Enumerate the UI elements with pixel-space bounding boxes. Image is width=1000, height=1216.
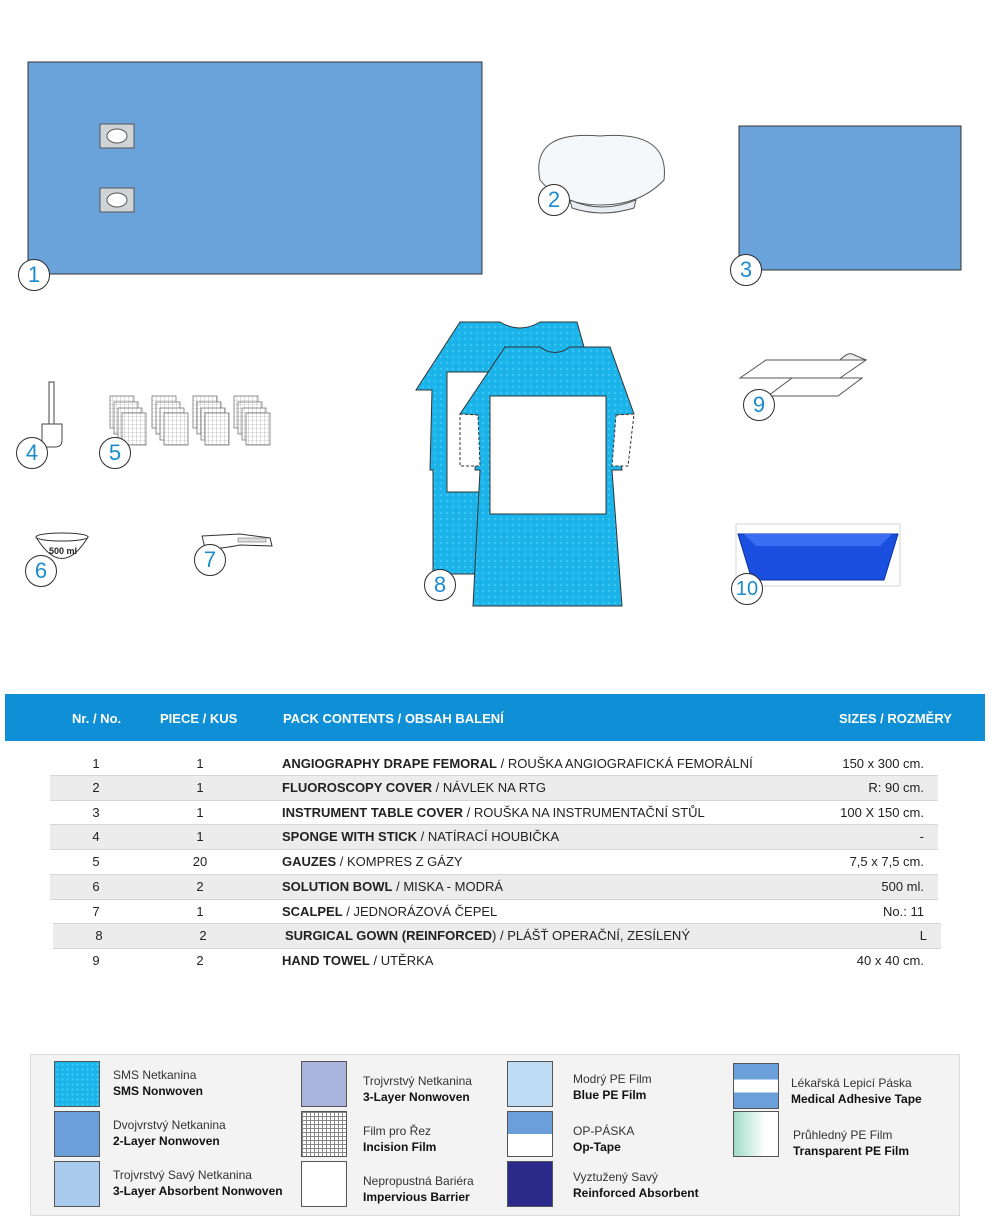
row-name: SPONGE WITH STICK	[282, 829, 418, 844]
header-nr: Nr. / No.	[72, 711, 122, 726]
row-size: 500 ml.	[881, 879, 924, 894]
row-name-cz: / ROUŠKA NA INSTRUMENTAČNÍ STŮL	[463, 805, 705, 820]
row-nr: 1	[92, 756, 100, 771]
row-piece: 1	[196, 904, 204, 919]
medical-adhesive-tape-swatch	[733, 1063, 779, 1109]
item-number-5: 5	[99, 437, 131, 469]
row-size: -	[919, 829, 924, 844]
table-row	[50, 824, 938, 850]
row-piece: 1	[196, 805, 204, 820]
row-size: 150 x 300 cm.	[842, 756, 924, 771]
table-row	[50, 850, 938, 874]
legend-cz: Lékařská Lepicí Páska	[791, 1076, 912, 1090]
two-layer-nonwoven-swatch	[54, 1111, 100, 1157]
row-piece: 1	[196, 756, 204, 771]
row-nr: 4	[92, 829, 100, 844]
sms-nonwoven-swatch	[54, 1061, 100, 1107]
item-number-8: 8	[424, 569, 456, 601]
impervious-barrier-swatch	[301, 1161, 347, 1207]
item-number-9: 9	[743, 389, 775, 421]
row-name-cz: / MISKA - MODRÁ	[392, 879, 504, 894]
item-number-3: 3	[730, 254, 762, 286]
legend-en: 3-Layer Nonwoven	[363, 1090, 470, 1104]
legend-en: Op-Tape	[573, 1140, 621, 1154]
gauzes-image	[110, 396, 270, 445]
table-row	[50, 752, 938, 776]
legend-cz: Dvojvrstvý Netkanina	[113, 1118, 226, 1132]
row-nr: 5	[92, 854, 100, 869]
row-name: GAUZES	[282, 854, 337, 869]
row-nr: 3	[92, 805, 100, 820]
contents-table-header	[5, 694, 985, 741]
row-name: HAND TOWEL	[282, 953, 370, 968]
blue-pe-film-swatch	[507, 1061, 553, 1107]
incision-film-swatch	[301, 1111, 347, 1157]
item-number-2: 2	[538, 184, 570, 216]
three-layer-absorbent-swatch	[54, 1161, 100, 1207]
row-name-cz: / NÁVLEK NA RTG	[432, 780, 546, 795]
table-row	[50, 775, 938, 801]
legend-en: SMS Nonwoven	[113, 1084, 204, 1098]
bowl-capacity-label: 500 ml	[48, 546, 78, 556]
op-tape-swatch	[507, 1111, 553, 1157]
table-row	[50, 801, 938, 825]
row-piece: 2	[196, 879, 204, 894]
item-number-1: 1	[18, 259, 50, 291]
row-name-cz: / NATÍRACÍ HOUBIČKA	[417, 829, 560, 844]
row-size: 100 X 150 cm.	[840, 805, 924, 820]
row-piece: 2	[196, 953, 204, 968]
legend-en: 3-Layer Absorbent Nonwoven	[113, 1184, 283, 1198]
header-piece: PIECE / KUS	[160, 711, 238, 726]
row-piece: 20	[192, 854, 208, 869]
row-piece: 1	[196, 829, 204, 844]
table-row	[53, 923, 941, 949]
row-name: ANGIOGRAPHY DRAPE FEMORAL	[282, 756, 497, 771]
transparent-pe-film-swatch	[733, 1111, 779, 1157]
table-row	[50, 949, 938, 973]
legend-en: Incision Film	[363, 1140, 437, 1154]
table-row	[50, 874, 938, 900]
legend-cz: OP-PÁSKA	[573, 1124, 635, 1138]
legend-en: Transparent PE Film	[793, 1144, 910, 1158]
legend-en: Medical Adhesive Tape	[791, 1092, 922, 1106]
legend-cz: SMS Netkanina	[113, 1068, 197, 1082]
legend-cz: Trojvrstvý Netkanina	[363, 1074, 472, 1088]
row-piece: 1	[196, 780, 204, 795]
row-nr: 6	[92, 879, 100, 894]
legend-cz: Průhledný PE Film	[793, 1128, 893, 1142]
row-size: No.: 11	[883, 904, 924, 919]
row-nr: 7	[92, 904, 100, 919]
item-number-6: 6	[25, 555, 57, 587]
row-name: FLUOROSCOPY COVER	[282, 780, 433, 795]
row-nr: 8	[95, 928, 103, 943]
row-nr: 2	[92, 780, 100, 795]
row-name: SOLUTION BOWL	[282, 879, 393, 894]
legend-cz: Modrý PE Film	[573, 1072, 652, 1086]
legend-cz: Nepropustná Bariéra	[363, 1174, 474, 1188]
row-size: L	[919, 928, 927, 943]
row-nr: 9	[92, 953, 100, 968]
reinforced-absorbent-swatch	[507, 1161, 553, 1207]
legend-cz: Film pro Řez	[363, 1124, 432, 1138]
three-layer-nonwoven-swatch	[301, 1061, 347, 1107]
legend-en: 2-Layer Nonwoven	[113, 1134, 220, 1148]
table-cover-image	[739, 126, 961, 270]
row-name-cz: / ROUŠKA ANGIOGRAFICKÁ FEMORÁLNÍ	[497, 756, 753, 771]
row-name-cz: ) / PLÁŠŤ OPERAČNÍ, ZESÍLENÝ	[492, 928, 690, 943]
row-piece: 2	[199, 928, 207, 943]
angiography-drape-image	[28, 62, 482, 274]
item-number-4: 4	[16, 437, 48, 469]
sponge-stick-image	[42, 382, 62, 447]
legend-en: Reinforced Absorbent	[573, 1186, 699, 1200]
row-name-cz: / JEDNORÁZOVÁ ČEPEL	[342, 904, 498, 919]
row-size: 7,5 x 7,5 cm.	[849, 854, 924, 869]
legend-cz: Trojvrstvý Savý Netkanina	[113, 1168, 252, 1182]
legend-cz: Vyztužený Savý	[573, 1170, 658, 1184]
legend-en: Blue PE Film	[573, 1088, 647, 1102]
instrument-basin-image	[736, 524, 900, 586]
header-contents: PACK CONTENTS / OBSAH BALENÍ	[283, 711, 504, 726]
row-name: INSTRUMENT TABLE COVER	[282, 805, 464, 820]
row-size: 40 x 40 cm.	[856, 953, 924, 968]
legend-en: Impervious Barrier	[363, 1190, 470, 1204]
table-row	[50, 900, 938, 924]
row-name: SCALPEL	[282, 904, 343, 919]
item-number-7: 7	[194, 544, 226, 576]
material-legend	[30, 1054, 960, 1216]
row-name-cz: / KOMPRES Z GÁZY	[336, 854, 463, 869]
row-size: R: 90 cm.	[868, 780, 924, 795]
header-sizes: SIZES / ROZMĚRY	[839, 711, 952, 726]
row-name: SURGICAL GOWN (REINFORCED	[285, 928, 493, 943]
item-number-10: 10	[731, 573, 763, 605]
surgical-gown-image	[416, 322, 634, 606]
row-name-cz: / UTĚRKA	[369, 953, 434, 968]
